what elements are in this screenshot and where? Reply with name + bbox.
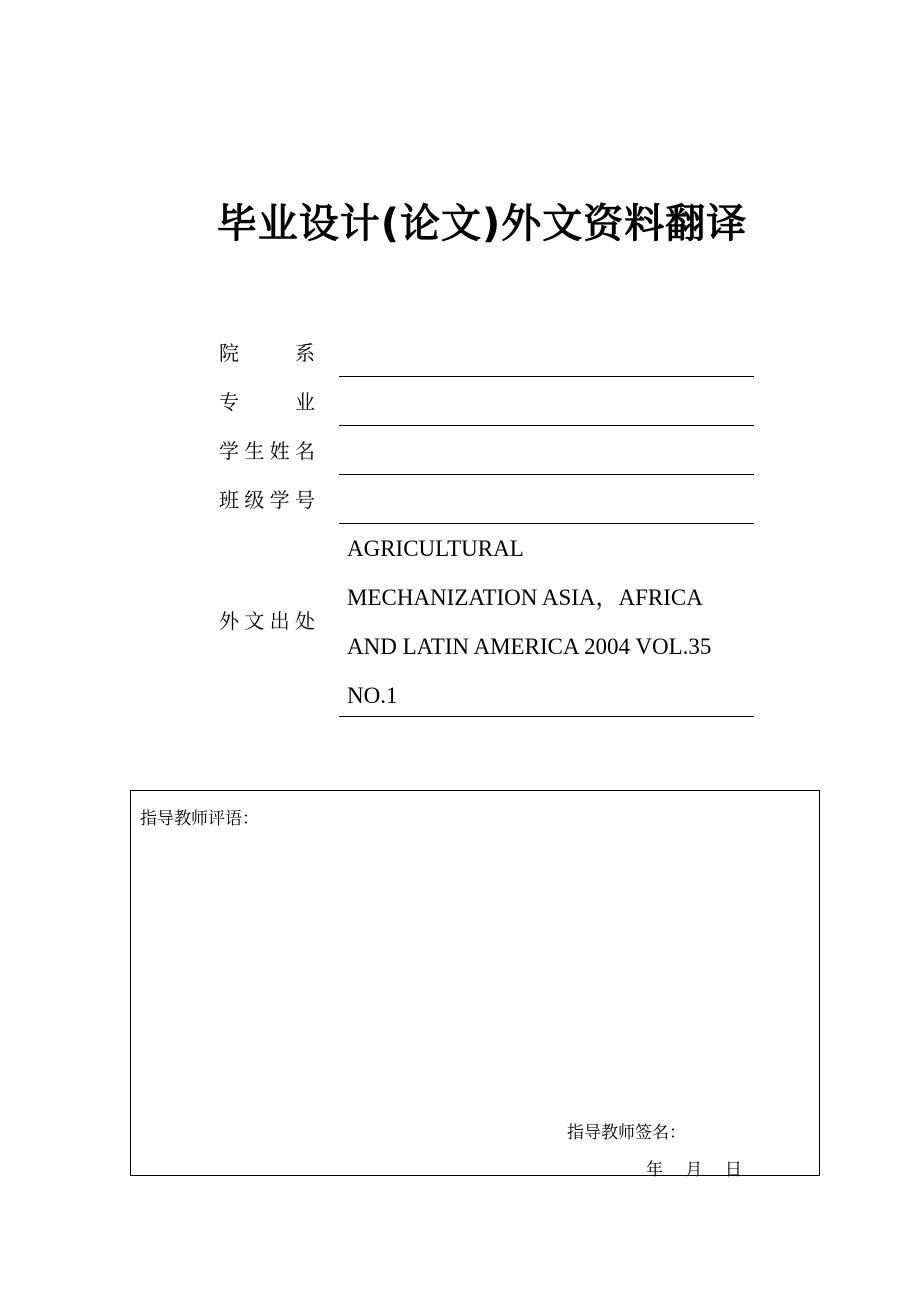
advisor-comment-label: 指导教师评语： [140,809,259,829]
student-name-field[interactable] [339,474,754,475]
advisor-signature-label: 指导教师签名： [567,1123,686,1143]
major-label-char-1: 专 [219,390,239,414]
department-label-char-1: 院 [219,341,239,365]
source-line-4: NO.1 [347,683,398,708]
major-label [219,389,315,415]
date-day-label: 日 [724,1160,742,1180]
source-value [347,530,757,726]
page-title: 毕业设计(论文)外文资料翻译 [216,201,748,247]
date-year-label: 年 [646,1160,663,1180]
major-field[interactable] [339,425,754,426]
student-name-label: 学 生 姓 名 [219,439,315,463]
source-label: 外 文 出 处 [219,609,315,633]
advisor-comment-box[interactable] [130,790,820,1180]
department-label-char-2: 系 [295,341,315,365]
department-field[interactable] [339,376,754,377]
department-label [219,340,315,366]
signature-date [646,1155,759,1180]
date-month-label: 月 [685,1160,703,1180]
source-line-2: MECHANIZATION ASIA，AFRICA [347,585,703,610]
major-label-char-2: 业 [295,390,315,414]
class-id-label: 班 级 学 号 [219,488,315,512]
source-field[interactable] [339,716,754,717]
class-id-field[interactable] [339,523,754,524]
source-line-1: AGRICULTURAL [347,536,524,561]
source-line-3: AND LATIN AMERICA 2004 VOL.35 [347,634,712,659]
